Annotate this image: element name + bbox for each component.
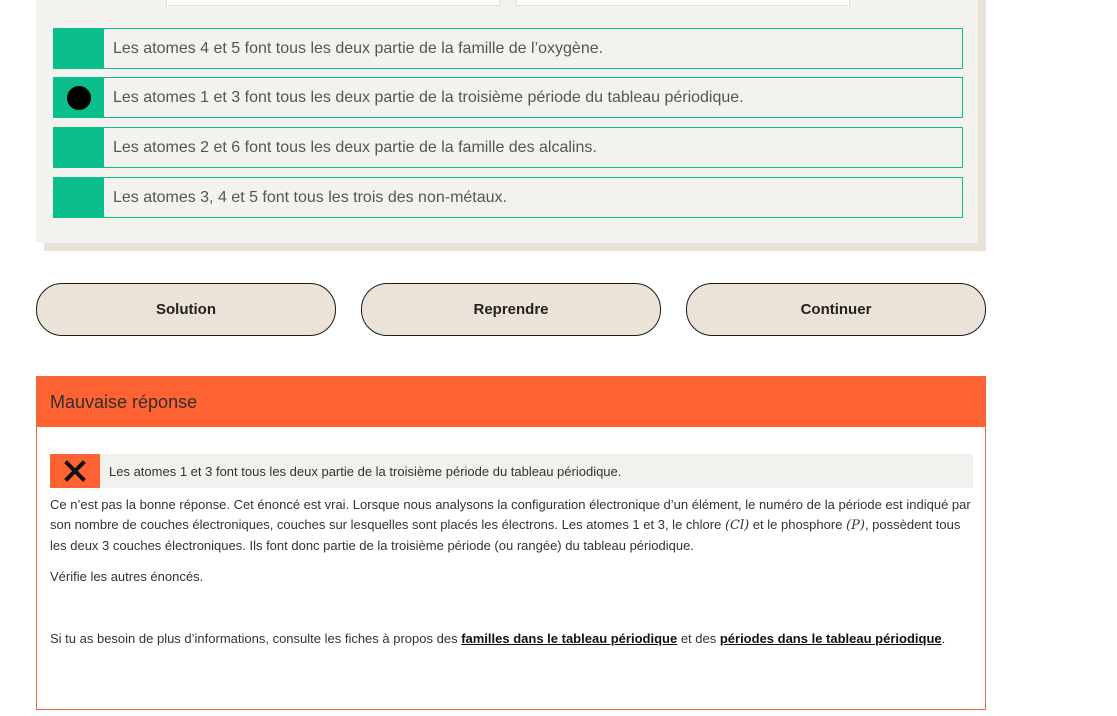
filled-circle-icon <box>67 86 91 110</box>
option-3[interactable] <box>53 127 963 168</box>
explanation-part: et le phosphore <box>749 517 847 532</box>
more-info-text <box>50 629 975 649</box>
close-x-icon <box>50 454 100 488</box>
option-selector[interactable] <box>54 178 104 217</box>
link-familles[interactable]: familles dans le tableau périodique <box>461 631 678 646</box>
explanation-text <box>50 495 975 556</box>
chlore-symbol: (Cl) <box>724 518 750 533</box>
explanation-part: , possèdent tous les deux 3 couches électroniques. Ils font donc partie de la troisième période (ou rangée) du tableau périodique. <box>50 517 961 553</box>
more-info-prefix: Si tu as besoin de plus d’informations, consulte les fiches à propos des <box>50 631 462 646</box>
link-periodes[interactable]: périodes dans le tableau périodique <box>719 631 942 646</box>
verify-text: Vérifie les autres énoncés. <box>50 569 204 584</box>
answer-input-left[interactable] <box>166 0 500 6</box>
option-selector[interactable] <box>54 29 104 68</box>
more-info-suffix: . <box>941 631 946 646</box>
feedback-title: Mauvaise réponse <box>37 377 985 427</box>
continuer-button[interactable]: Continuer <box>686 283 986 336</box>
option-label: Les atomes 1 et 3 font tous les deux partie de la troisième période du tableau périodique. <box>113 88 744 106</box>
option-1[interactable] <box>53 28 963 69</box>
option-selector[interactable] <box>54 128 104 167</box>
option-label: Les atomes 4 et 5 font tous les deux partie de la famille de l’oxygène. <box>113 39 604 57</box>
reprendre-button[interactable]: Reprendre <box>361 283 661 336</box>
phosphore-symbol: (P) <box>846 518 865 533</box>
option-2[interactable] <box>53 77 963 118</box>
explanation-part: Ce n’est pas la bonne réponse. Cet énoncé est vrai. Lorsque nous analysons la configuration électronique d’un élément, le numéro de la période est indiqué par son nombre de couches électroniques, couches sur lesquelles sont placés les électrons. Les atomes 1 et 3, le chlore <box>50 497 971 532</box>
option-label: Les atomes 3, 4 et 5 font tous les trois des non-métaux. <box>113 188 507 206</box>
solution-button[interactable]: Solution <box>36 283 336 336</box>
selected-answer-text: Les atomes 1 et 3 font tous les deux partie de la troisième période du tableau périodique. <box>109 463 622 479</box>
option-label: Les atomes 2 et 6 font tous les deux partie de la famille des alcalins. <box>113 138 597 156</box>
more-info-middle: et des <box>677 631 720 646</box>
selected-answer-row <box>50 454 973 488</box>
option-selector[interactable] <box>54 78 104 117</box>
option-4[interactable] <box>53 177 963 218</box>
feedback-panel <box>36 376 986 710</box>
answer-input-right[interactable] <box>516 0 850 6</box>
